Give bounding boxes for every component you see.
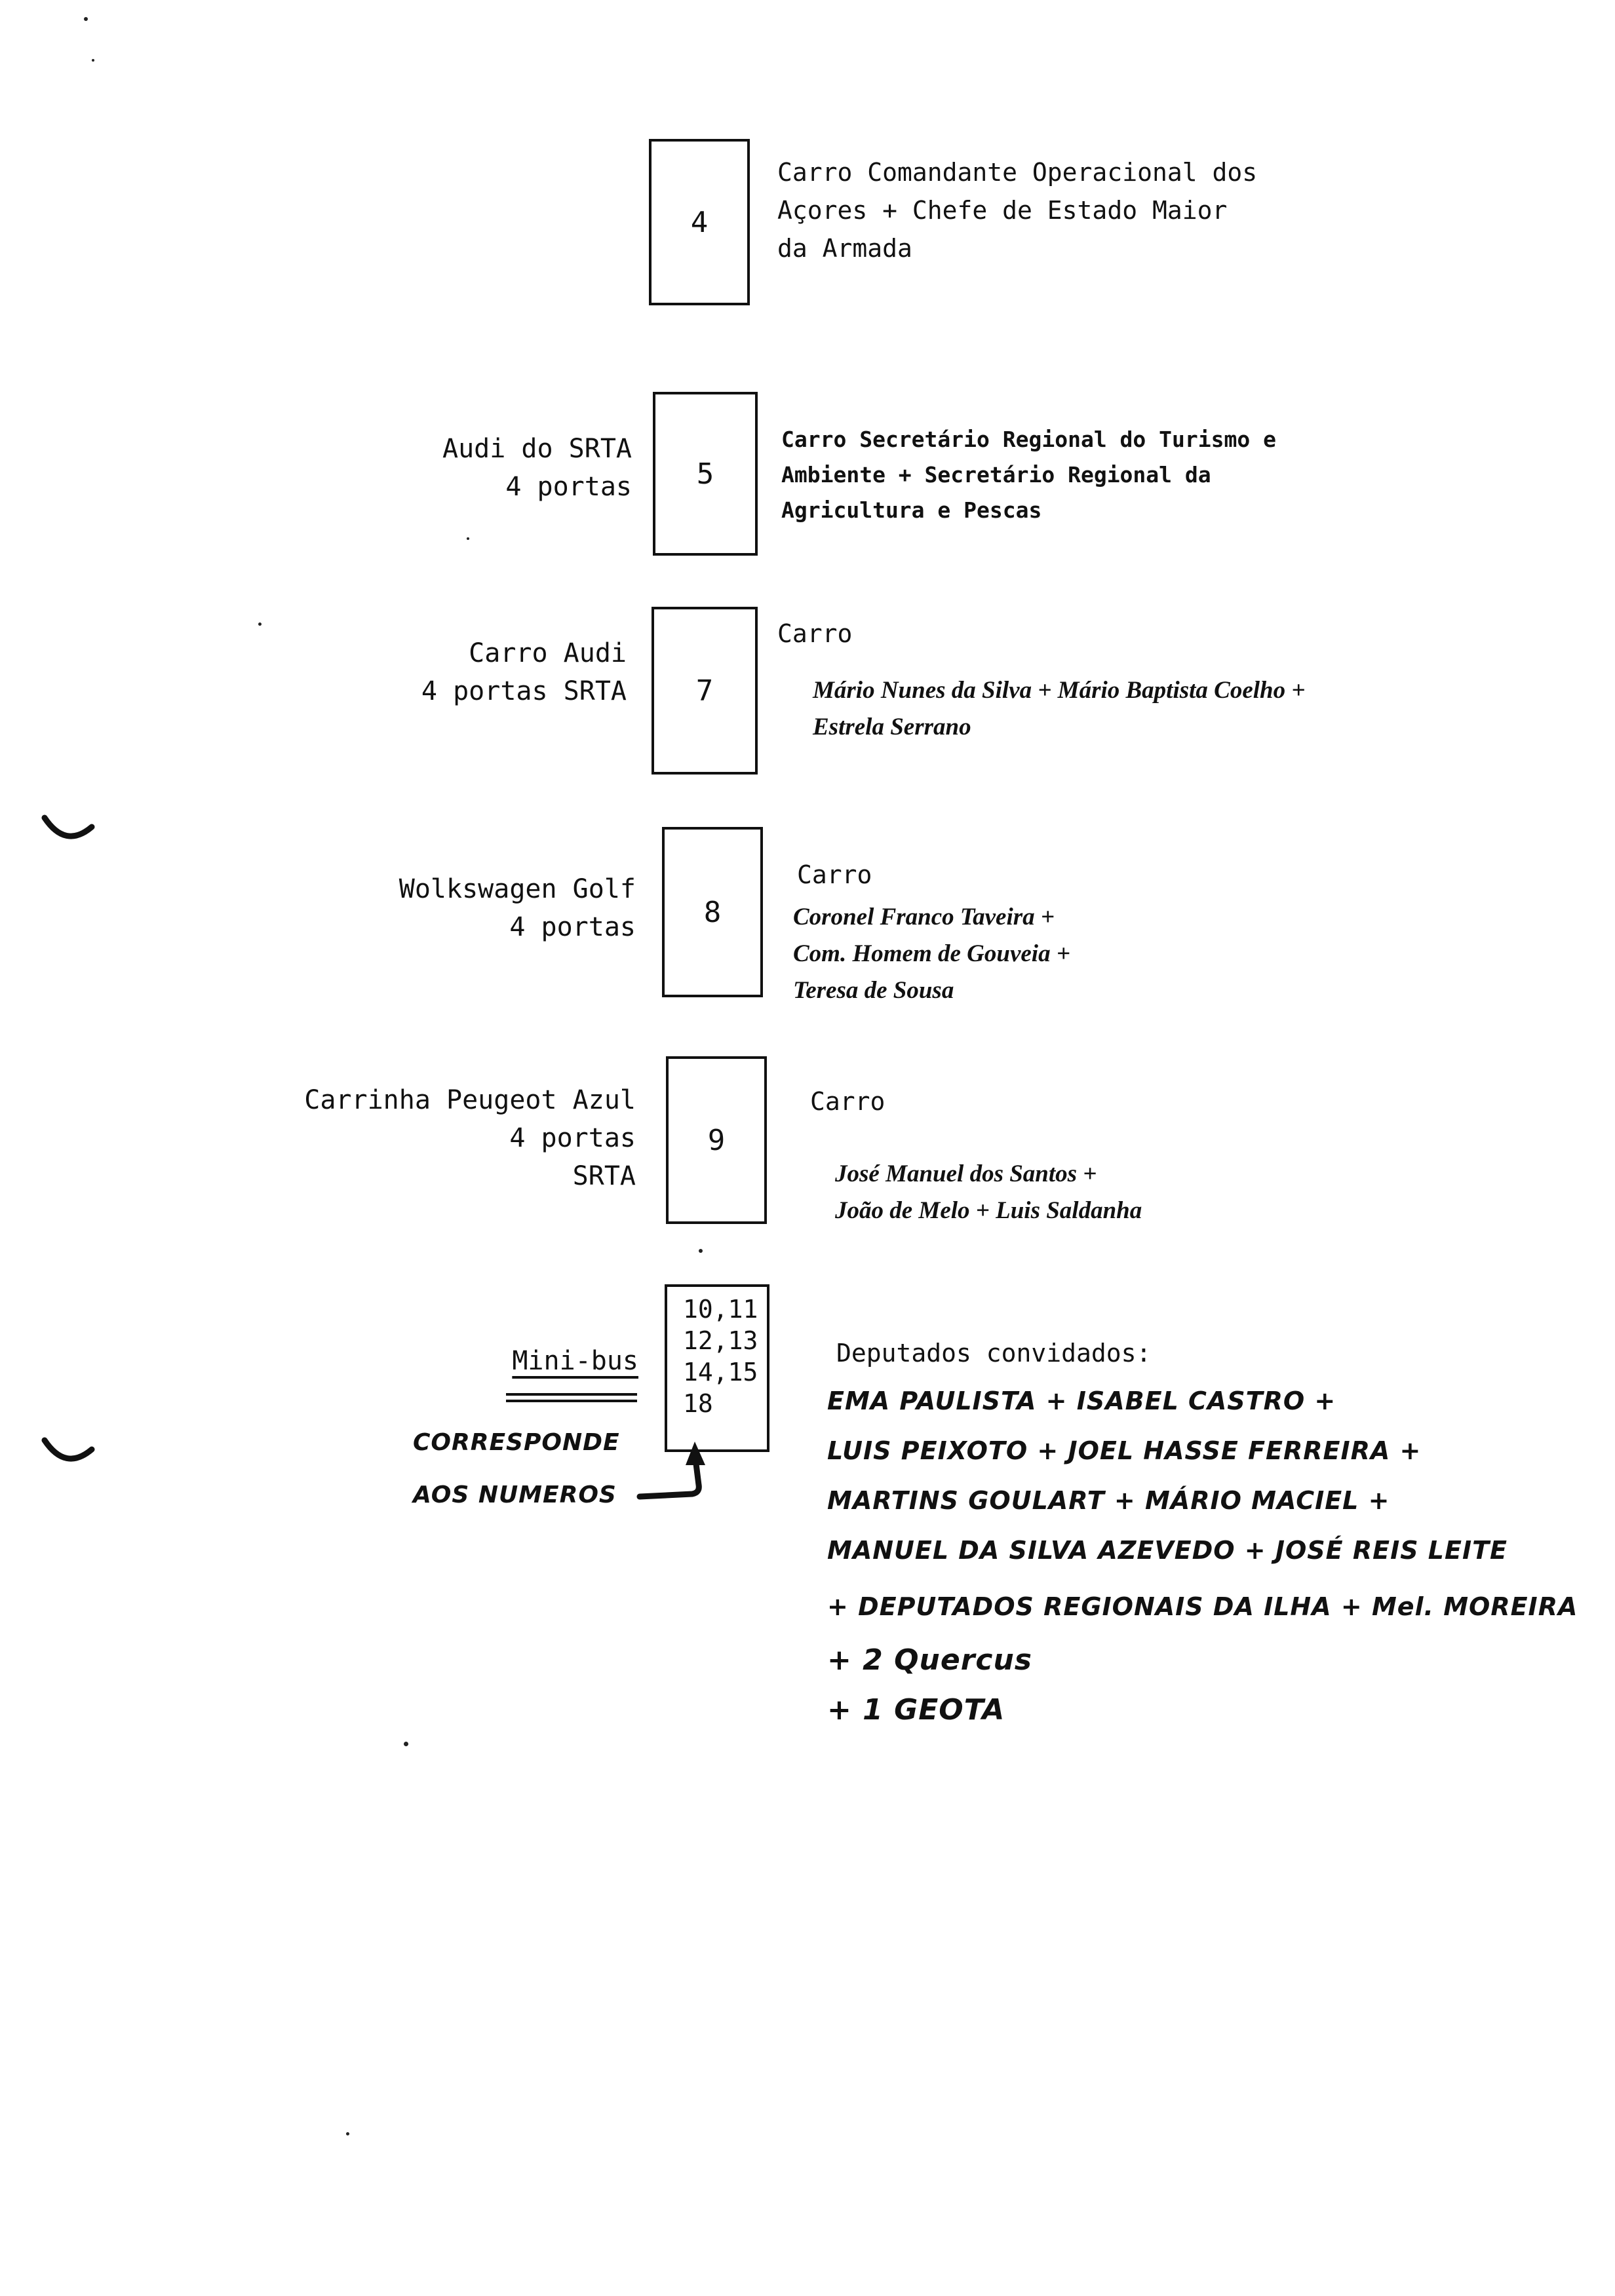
seat-numbers-line: 18 [683, 1389, 713, 1418]
guests-heading: Deputados convidados: [836, 1339, 1152, 1368]
description-line: da Armada [777, 234, 912, 263]
description-line: Carro Secretário Regional do Turismo e [781, 427, 1276, 452]
guest-line: MARTINS GOULART + MÁRIO MACIEL + [827, 1486, 1390, 1515]
vehicle-line: Carro Audi [469, 638, 627, 668]
scan-speck [467, 537, 469, 540]
car-number: 9 [707, 1123, 726, 1157]
minibus-label: Mini-bus [512, 1346, 638, 1376]
scan-speck [92, 59, 94, 62]
vehicle-label [304, 1081, 636, 1195]
vehicle-line: 4 portas [509, 1123, 636, 1153]
passenger-line: Teresa de Sousa [793, 977, 954, 1004]
passenger-line: José Manuel dos Santos + [835, 1160, 1097, 1187]
car-description [777, 153, 1257, 267]
car-number-box-7 [652, 607, 758, 775]
punch-hole-mark-icon [39, 1435, 98, 1474]
car-number: 5 [696, 457, 714, 491]
scan-speck [699, 1249, 703, 1253]
guest-line: LUIS PEIXOTO + JOEL HASSE FERREIRA + [827, 1436, 1422, 1465]
car-passengers [813, 672, 1305, 746]
handwritten-note [413, 1417, 620, 1521]
car-number-box-9 [666, 1056, 767, 1224]
vehicle-line: Audi do SRTA [442, 434, 632, 464]
minibus-double-underline [506, 1400, 637, 1402]
guest-line: MANUEL DA SILVA AZEVEDO + JOSÉ REIS LEITE [827, 1536, 1508, 1565]
vehicle-line: 4 portas SRTA [421, 676, 627, 706]
minibus-seat-box [665, 1284, 769, 1452]
guest-line: + DEPUTADOS REGIONAIS DA ILHA + Mel. MOREIRA [827, 1592, 1578, 1621]
description-line: Agricultura e Pescas [781, 497, 1042, 523]
passenger-line: Com. Homem de Gouveia + [793, 940, 1070, 967]
passenger-line: João de Melo + Luis Saldanha [835, 1197, 1142, 1224]
vehicle-label [399, 870, 636, 946]
vehicle-label [442, 430, 632, 506]
vehicle-line: 4 portas [509, 912, 636, 942]
car-passengers [835, 1156, 1142, 1229]
car-number-box-8 [662, 827, 763, 997]
car-number: 7 [695, 674, 714, 708]
guest-line: + 2 Quercus [827, 1643, 1032, 1677]
car-number: 4 [690, 205, 709, 239]
arrow-icon [629, 1439, 728, 1511]
vehicle-line: SRTA [572, 1161, 636, 1191]
seat-numbers-line: 12,13 [683, 1326, 758, 1355]
car-description [781, 422, 1276, 528]
seat-numbers-line: 14,15 [683, 1358, 758, 1387]
car-number-box-4 [649, 139, 750, 305]
car-passengers [793, 899, 1070, 1009]
vehicle-line: Carrinha Peugeot Azul [304, 1085, 636, 1115]
scan-speck [258, 622, 262, 626]
scan-speck [84, 17, 88, 21]
car-heading: Carro [797, 860, 872, 889]
scan-speck [404, 1742, 408, 1746]
scan-speck [346, 2132, 349, 2135]
minibus-double-underline [506, 1393, 637, 1396]
guest-line: EMA PAULISTA + ISABEL CASTRO + [827, 1387, 1336, 1415]
passenger-line: Estrela Serrano [813, 714, 971, 740]
vehicle-line: Wolkswagen Golf [399, 874, 636, 904]
description-line: Carro Comandante Operacional dos [777, 158, 1258, 187]
guests-list [827, 1376, 1578, 1735]
passenger-line: Mário Nunes da Silva + Mário Baptista Coelho + [813, 677, 1306, 704]
car-heading: Carro [810, 1087, 885, 1116]
car-heading: Carro [777, 619, 853, 648]
description-line: Açores + Chefe de Estado Maior [777, 196, 1228, 225]
note-line: AOS NUMEROS [413, 1482, 617, 1508]
vehicle-line: 4 portas [505, 472, 632, 502]
passenger-line: Coronel Franco Taveira + [793, 904, 1055, 930]
punch-hole-mark-icon [39, 813, 98, 852]
guest-line: + 1 GEOTA [827, 1693, 1005, 1727]
vehicle-label [421, 634, 627, 710]
seat-numbers-line: 10,11 [683, 1295, 758, 1324]
note-line: CORRESPONDE [413, 1429, 620, 1456]
car-number-box-5 [653, 392, 758, 556]
description-line: Ambiente + Secretário Regional da [781, 462, 1211, 488]
car-number: 8 [703, 895, 722, 929]
